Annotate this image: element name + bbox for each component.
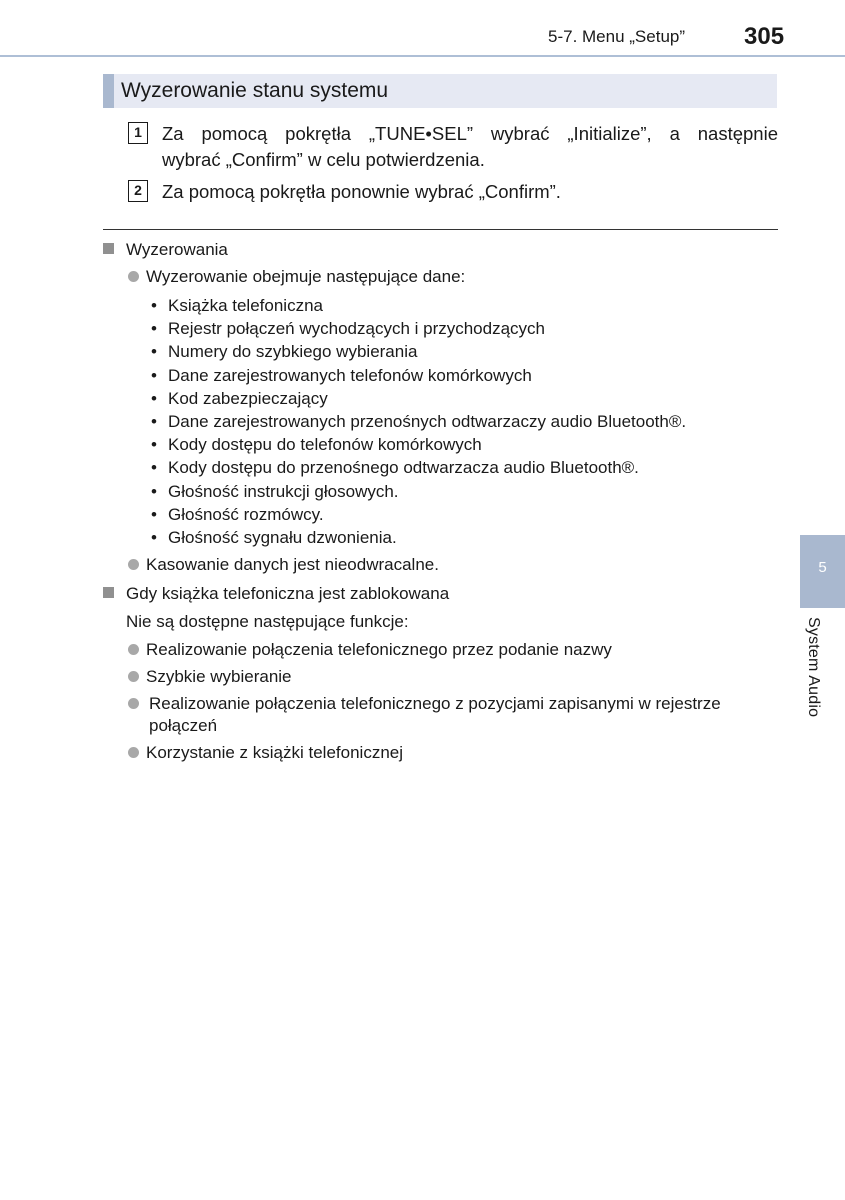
locked-item-text: Realizowanie połączenia telefonicznego z pozycjami zapisanymi w rejestrze połączeń	[149, 694, 721, 735]
reset-note	[128, 554, 439, 576]
circle-bullet-icon	[128, 559, 139, 570]
locked-item-text: Szybkie wybieranie	[146, 667, 292, 686]
list-item: • Głośność sygnału dzwonienia.	[151, 526, 686, 549]
running-header-section: 5-7. Menu „Setup”	[548, 27, 686, 46]
reset-intro-text: Wyzerowanie obejmuje następujące dane:	[146, 267, 466, 286]
list-item: • Numery do szybkiego wybierania	[151, 340, 686, 363]
header-rule	[0, 55, 845, 57]
reset-note-text: Kasowanie danych jest nieodwracalne.	[146, 555, 439, 574]
chapter-tab-number: 5	[818, 559, 827, 576]
locked-item-text: Korzystanie z książki telefonicznej	[146, 743, 404, 762]
step-2	[128, 179, 778, 205]
square-bullet-icon	[103, 587, 114, 598]
circle-bullet-icon	[128, 271, 139, 282]
step-1	[128, 121, 778, 173]
step-number-badge: 2	[128, 180, 148, 202]
list-item: • Kody dostępu do przenośnego odtwarzacza audio Bluetooth®.	[151, 456, 686, 479]
list-item: • Kod zabezpieczający	[151, 387, 686, 410]
page-number: 305	[744, 23, 785, 50]
circle-bullet-icon	[128, 644, 139, 655]
list-item: • Rejestr połączeń wychodzących i przychodzących	[151, 317, 686, 340]
list-item: • Głośność instrukcji głosowych.	[151, 480, 686, 503]
reset-subheading	[103, 239, 228, 261]
step-text-line: wybrać „Confirm” w celu potwierdzenia.	[162, 149, 485, 170]
locked-subheading	[103, 583, 449, 605]
chapter-tab	[800, 535, 845, 608]
chapter-tab-label: System Audio	[805, 617, 822, 718]
locked-subheading-text: Gdy książka telefoniczna jest zablokowana	[126, 584, 450, 603]
list-item: • Głośność rozmówcy.	[151, 503, 686, 526]
step-text-line: Za pomocą pokrętła ponownie wybrać „Confirm”.	[162, 181, 561, 202]
step-text	[162, 179, 778, 205]
locked-intro: Nie są dostępne następujące funkcje:	[126, 612, 409, 631]
reset-subheading-text: Wyzerowania	[126, 240, 228, 259]
locked-item	[128, 639, 612, 661]
circle-bullet-icon	[128, 747, 139, 758]
circle-bullet-icon	[128, 671, 139, 682]
section-heading: Wyzerowanie stanu systemu	[103, 74, 777, 108]
list-item: • Dane zarejestrowanych telefonów komórkowych	[151, 364, 686, 387]
locked-item	[128, 666, 292, 688]
list-item: • Kody dostępu do telefonów komórkowych	[151, 433, 686, 456]
list-item: • Dane zarejestrowanych przenośnych odtwarzaczy audio Bluetooth®.	[151, 410, 686, 433]
locked-item	[128, 742, 403, 764]
step-number-badge: 1	[128, 122, 148, 144]
locked-item-text: Realizowanie połączenia telefonicznego przez podanie nazwy	[146, 640, 612, 659]
reset-intro	[128, 266, 465, 288]
section-divider	[103, 229, 778, 230]
reset-items-list	[151, 294, 686, 549]
square-bullet-icon	[103, 243, 114, 254]
step-text-line: Za pomocą pokrętła „TUNE•SEL” wybrać „Initialize”, a następnie	[162, 123, 778, 144]
step-text	[162, 121, 778, 173]
list-item: • Książka telefoniczna	[151, 294, 686, 317]
locked-item	[128, 693, 783, 737]
circle-bullet-icon	[128, 698, 139, 709]
